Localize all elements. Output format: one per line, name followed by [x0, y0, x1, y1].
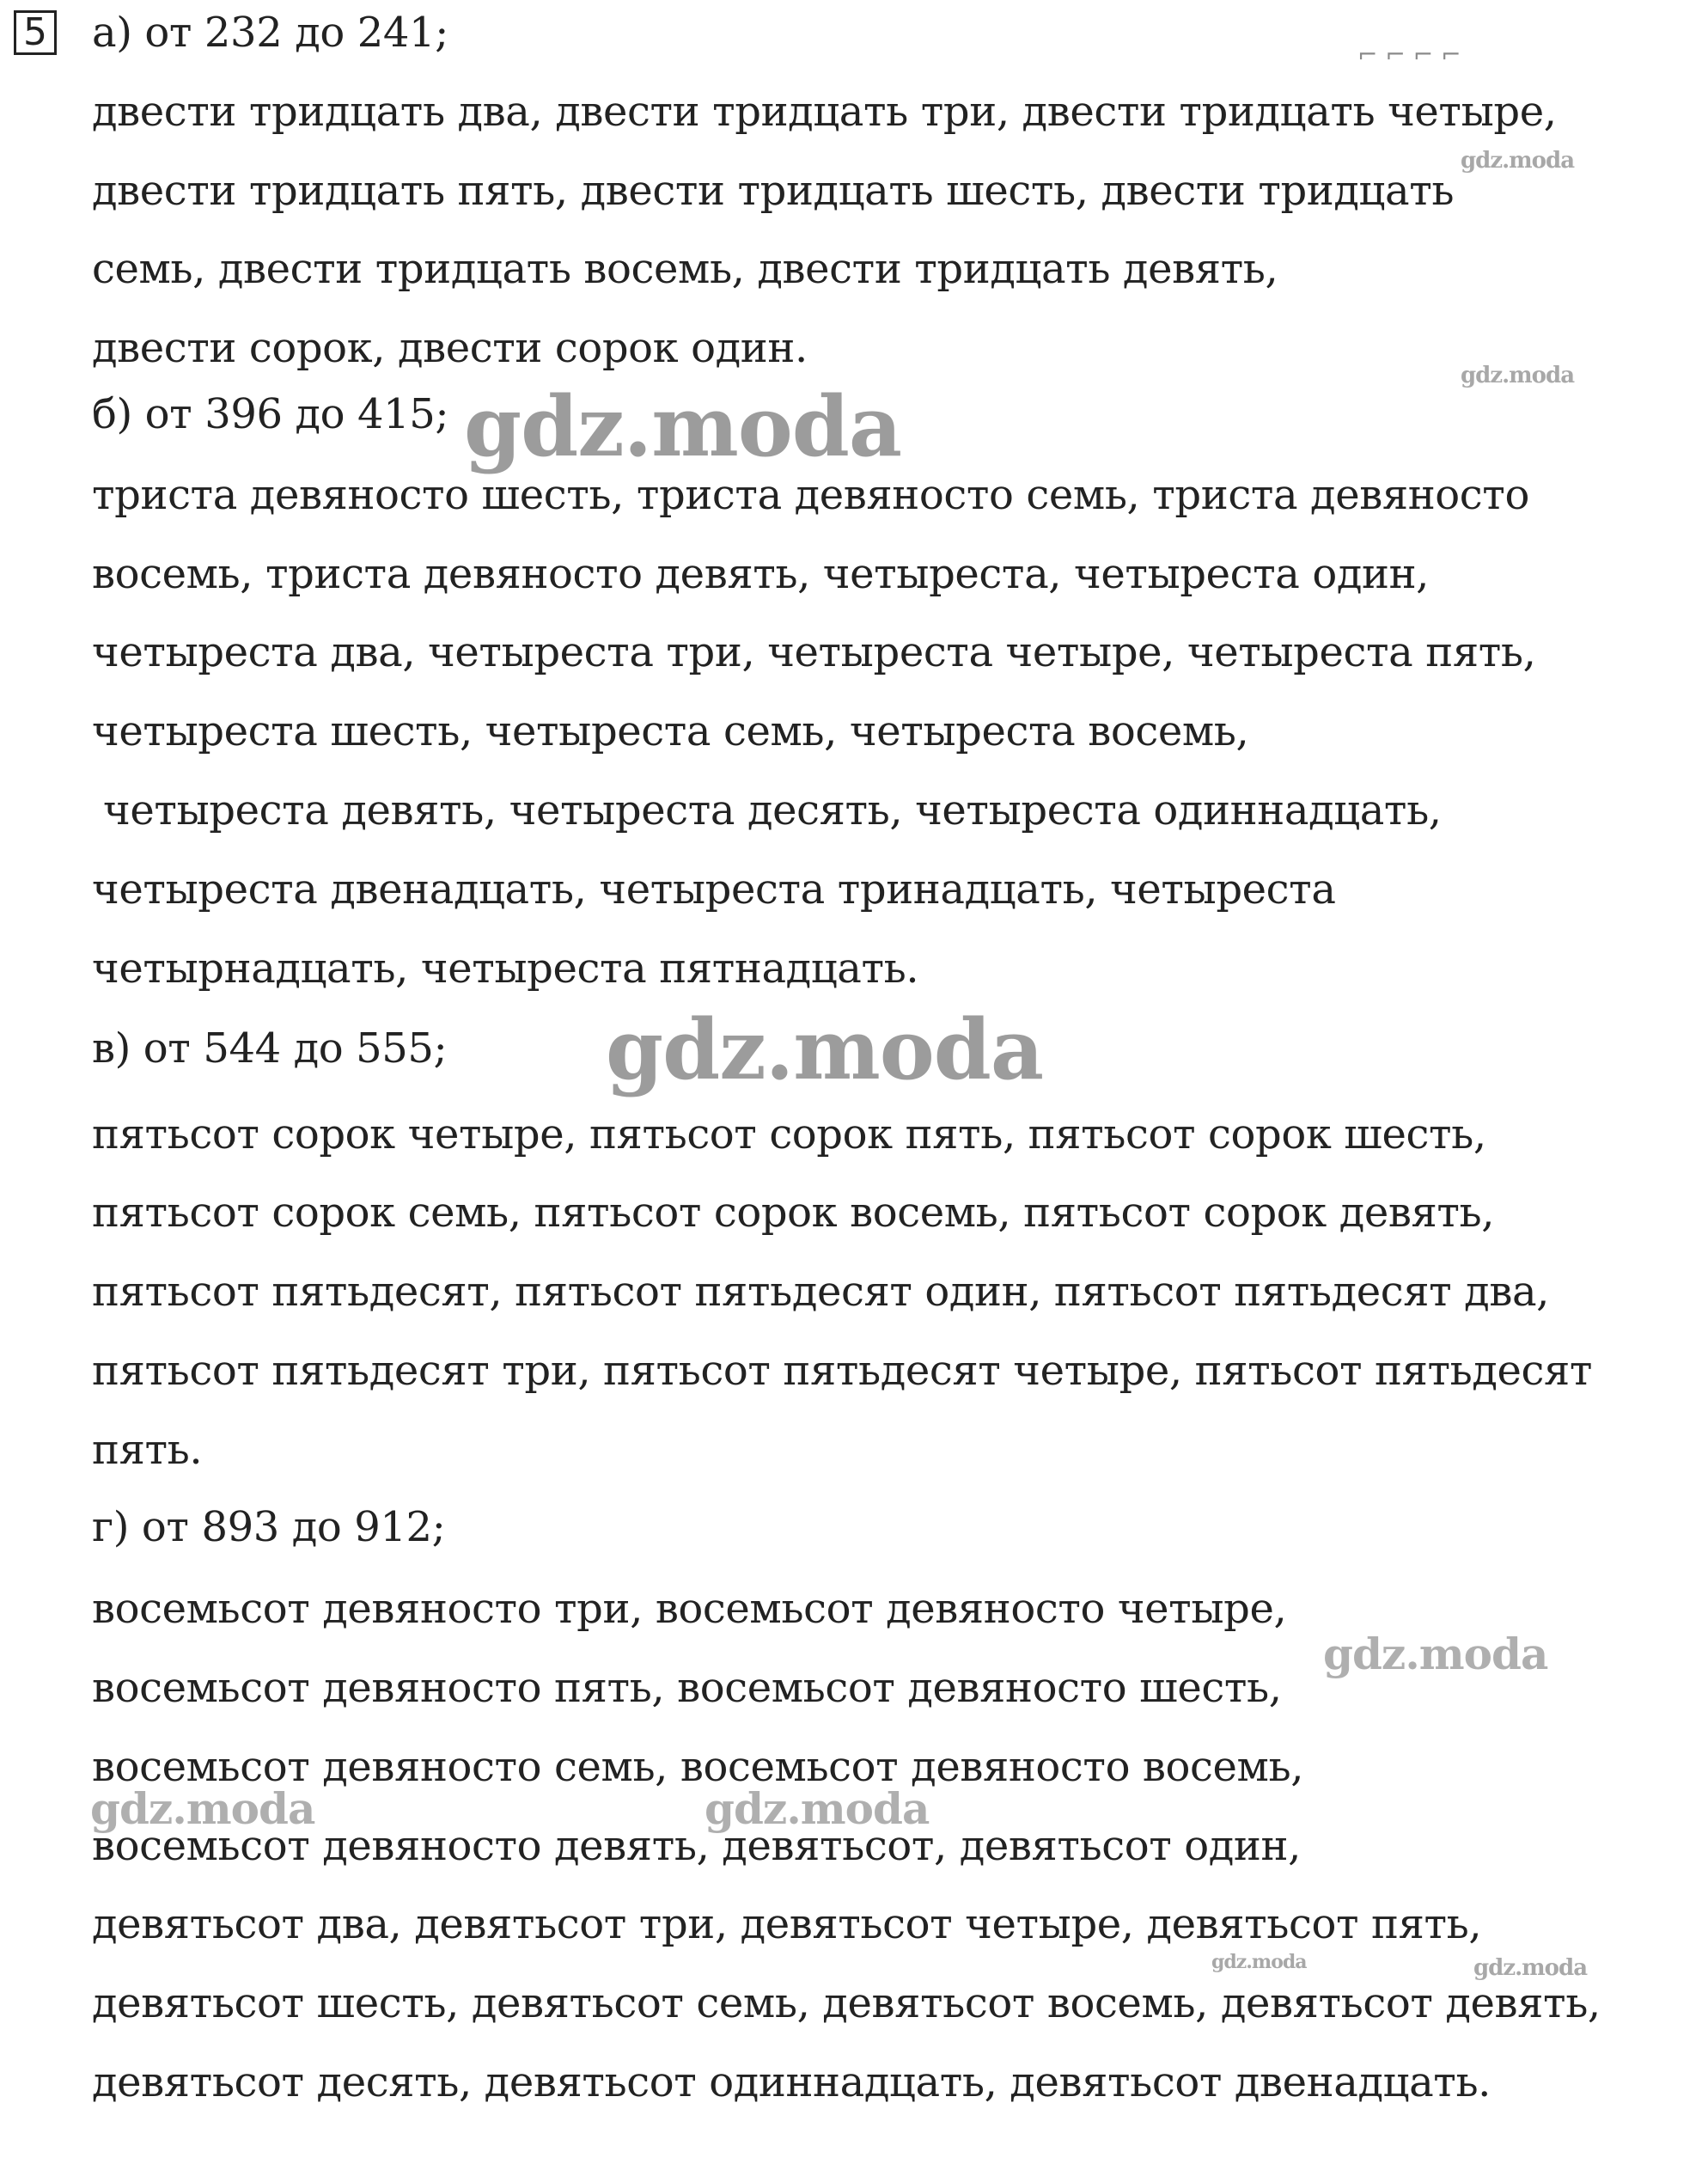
text-line: девятьсот два, девятьсот три, девятьсот четыре, девятьсот пять, — [92, 1900, 1482, 1948]
text-line: четыреста двенадцать, четыреста тринадцать, четыреста — [92, 865, 1336, 914]
text-line: восемь, триста девяносто девять, четыреста, четыреста один, — [92, 550, 1430, 598]
text-line: четыреста девять, четыреста десять, четыреста одиннадцать, — [103, 786, 1442, 834]
watermark: gdz.moda — [606, 1001, 1044, 1098]
watermark: gdz.moda — [1461, 148, 1575, 174]
part-g-heading: г) от 893 до 912; — [92, 1503, 446, 1551]
text-line: пятьсот пятьдесят три, пятьсот пятьдесят четыре, пятьсот пятьдесят — [92, 1347, 1593, 1395]
text-line: двести тридцать два, двести тридцать три, двести тридцать четыре, — [92, 88, 1557, 136]
part-b-heading: б) от 396 до 415; — [92, 390, 449, 438]
text-line: четырнадцать, четыреста пятнадцать. — [92, 944, 919, 993]
text-line: девятьсот десять, девятьсот одиннадцать, девятьсот двенадцать. — [92, 2058, 1491, 2106]
text-line: пятьсот пятьдесят, пятьсот пятьдесят один, пятьсот пятьдесят два, — [92, 1268, 1550, 1316]
text-line: четыреста два, четыреста три, четыреста четыре, четыреста пять, — [92, 628, 1536, 676]
task-number-box: 5 — [14, 10, 57, 55]
watermark: gdz.moda — [1461, 363, 1575, 388]
watermark: gdz.moda — [464, 378, 902, 475]
text-line: восемьсот девяносто девять, девятьсот, девятьсот один, — [92, 1822, 1301, 1870]
text-line: семь, двести тридцать восемь, двести тридцать девять, — [92, 245, 1278, 293]
text-line: двести тридцать пять, двести тридцать шесть, двести тридцать — [92, 167, 1455, 215]
part-a-heading: а) от 232 до 241; — [92, 9, 448, 57]
watermark: gdz.moda — [1473, 1955, 1588, 1981]
text-line: пятьсот сорок четыре, пятьсот сорок пять, пятьсот сорок шесть, — [92, 1110, 1486, 1158]
faint-top-artifact: ⌐ ⌐ ⌐ ⌐ — [1357, 47, 1461, 63]
text-line: девятьсот шесть, девятьсот семь, девятьсот восемь, девятьсот девять, — [92, 1979, 1601, 2027]
watermark: gdz.moda — [90, 1783, 315, 1834]
watermark: gdz.moda — [705, 1783, 930, 1834]
text-line: восемьсот девяносто семь, восемьсот девяносто восемь, — [92, 1743, 1304, 1791]
text-line: триста девяносто шесть, триста девяносто семь, триста девяносто — [92, 471, 1529, 519]
part-v-heading: в) от 544 до 555; — [92, 1024, 448, 1073]
text-line: четыреста шесть, четыреста семь, четыреста восемь, — [92, 707, 1249, 755]
text-line: пять. — [92, 1426, 203, 1474]
text-line: двести сорок, двести сорок один. — [92, 324, 808, 372]
text-line: восемьсот девяносто три, восемьсот девяносто четыре, — [92, 1585, 1287, 1633]
text-line: пятьсот сорок семь, пятьсот сорок восемь, пятьсот сорок девять, — [92, 1189, 1495, 1237]
text-line: восемьсот девяносто пять, восемьсот девяносто шесть, — [92, 1664, 1282, 1712]
watermark: gdz.moda — [1323, 1629, 1548, 1679]
watermark: gdz.moda — [1211, 1951, 1307, 1973]
